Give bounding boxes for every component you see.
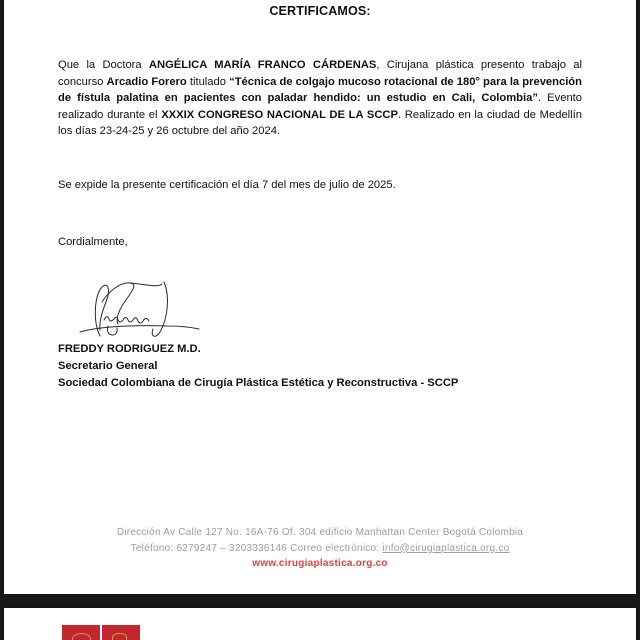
signer-role: Secretario General — [58, 359, 158, 372]
signature-block — [58, 341, 458, 392]
issue-date-paragraph: Se expide la presente certificación el día 7 del mes de julio de 2025. — [58, 179, 396, 191]
certificate-page — [4, 0, 636, 594]
sccp-logo — [62, 625, 140, 640]
sccp-logo-right-square — [102, 625, 140, 640]
letterhead-footer — [4, 525, 636, 572]
signer-organization: Sociedad Colombiana de Cirugía Plástica Estética y Reconstructiva - SCCP — [58, 376, 459, 389]
handwritten-signature — [78, 280, 202, 342]
email-link[interactable]: info@cirugiaplastica.org.co — [382, 542, 510, 554]
sccp-logo-left-square — [62, 625, 100, 640]
footer-contact-line — [4, 541, 636, 557]
document-title: CERTIFICAMOS: — [269, 4, 371, 18]
signer-name: FREDDY RODRIGUEZ M.D. — [58, 343, 201, 355]
footer-phone: Teléfono: 6279247 – 3203336146 Correo electrónico: — [130, 542, 383, 554]
footer-address: Dirección Av Calle 127 No. 16A-76 Of. 304 edificio Manhattan Center Bogotá Colombia — [116, 527, 524, 538]
next-page-top — [4, 608, 636, 640]
closing-salutation: Cordialmente, — [58, 236, 128, 248]
certification-paragraph: Que la Doctora ANGÉLICA MARÍA FRANCO CÁRDENAS, Cirujana plástica presento trabajo al concurso Arcadio Forero titulado “Técnica de colgajo mucoso rotacional de 180° para la prevención de fístula palatina en pacientes con paladar hendido: un estudio en Cali, Colombia”. Evento realizado durante el XXXIX CONGRESO NACIONAL DE LA SCCP. Realizado en la ciudad de Medellín los días 23-24-25 y 26 octubre del año 2024. — [58, 59, 583, 138]
website-link[interactable]: www.cirugiaplastica.org.co — [252, 558, 388, 570]
